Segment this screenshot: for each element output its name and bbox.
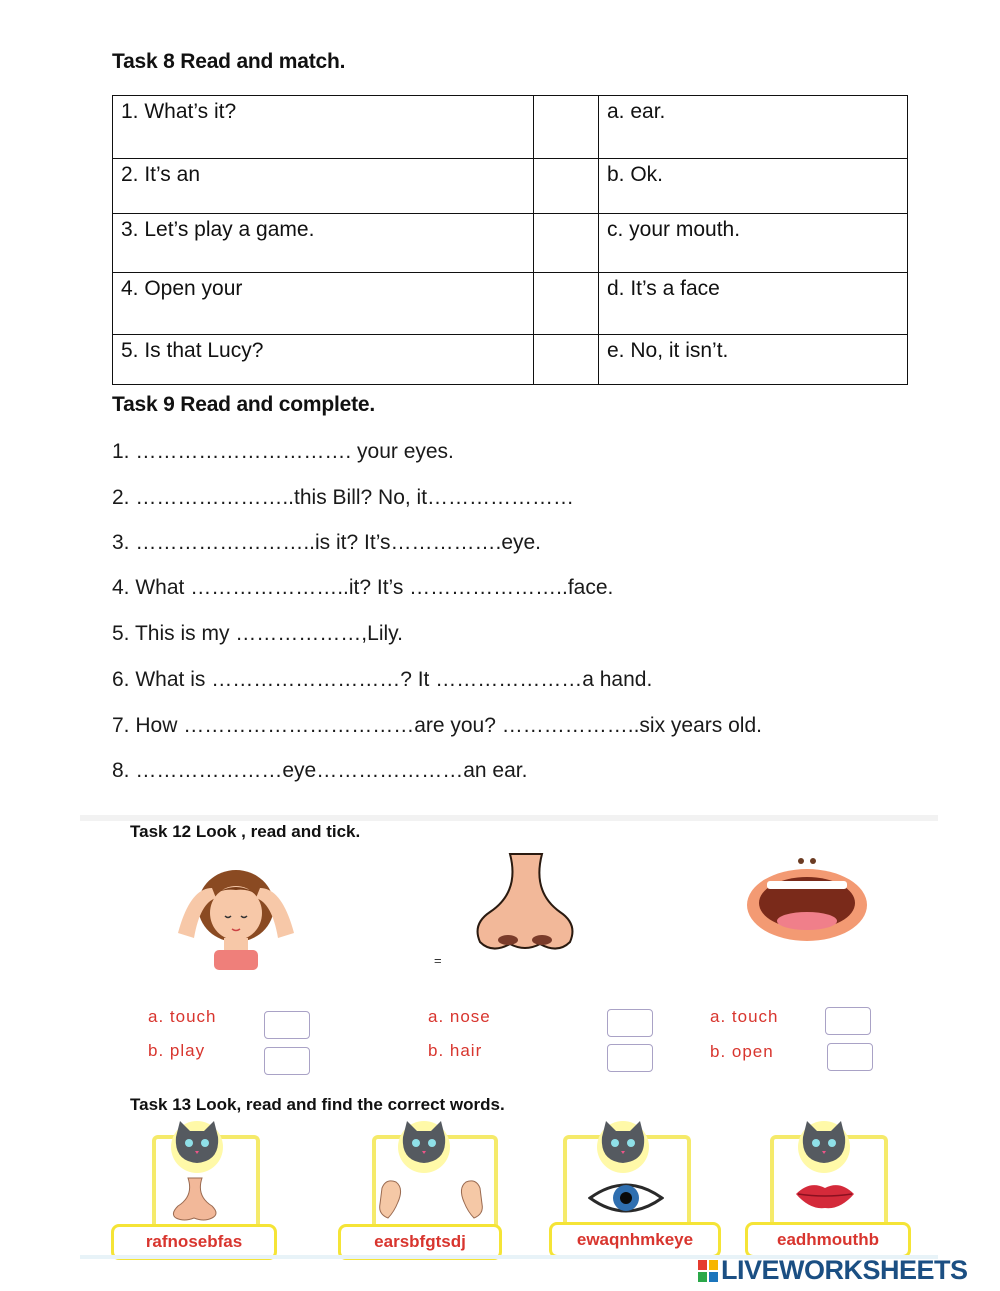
word-search-4[interactable]: eadhmouthb [745, 1222, 911, 1258]
tick-box-3a[interactable] [825, 1007, 871, 1035]
complete-line-6: 6. What is ………………………? It …………………a hand. [112, 668, 653, 691]
cat-icon [789, 1115, 859, 1175]
nose-image [470, 852, 580, 954]
word-search-3[interactable]: ewaqnhmkeye [549, 1222, 721, 1258]
tick-box-2a[interactable] [607, 1009, 653, 1037]
match-answer-cell-2[interactable] [534, 159, 599, 214]
match-right-c: c. your mouth. [599, 214, 908, 273]
table-row [113, 335, 908, 385]
tick-box-2b[interactable] [607, 1044, 653, 1072]
nose-icon [170, 1176, 220, 1222]
match-left-1: 1. What’s it? [113, 96, 534, 159]
tick-box-1a[interactable] [264, 1011, 310, 1039]
match-right-e: e. No, it isn’t. [599, 335, 908, 385]
tick-box-1b[interactable] [264, 1047, 310, 1075]
complete-line-7: 7. How ……………………………are you? ………………..six years old. [112, 714, 762, 737]
logo-text: LIVEWORKSHEETS [721, 1255, 968, 1285]
match-answer-cell-3[interactable] [534, 214, 599, 273]
logo-mark-icon [698, 1260, 718, 1282]
match-answer-cell-4[interactable] [534, 273, 599, 335]
complete-line-8: 8. …………………eye…………………an ear. [112, 759, 528, 782]
complete-line-5: 5. This is my ………………,Lily. [112, 622, 403, 645]
match-answer-cell-1[interactable] [534, 96, 599, 159]
match-right-a: a. ear. [599, 96, 908, 159]
task13-title: Task 13 Look, read and find the correct words. [130, 1095, 505, 1114]
liveworksheets-logo [698, 1255, 968, 1286]
tick-box-3b[interactable] [827, 1043, 873, 1071]
option-3a: a. touch [710, 1007, 779, 1026]
match-table [112, 95, 908, 385]
task8-title: Task 8 Read and match. [112, 50, 346, 73]
ears-icon [376, 1178, 486, 1222]
eye-icon [588, 1178, 664, 1220]
word-search-1[interactable]: rafnosebfas [111, 1224, 277, 1260]
option-1a: a. touch [148, 1007, 217, 1026]
stray-mark: = [434, 953, 442, 968]
option-2b: b. hair [428, 1041, 483, 1060]
match-right-b: b. Ok. [599, 159, 908, 214]
table-row [113, 159, 908, 214]
complete-line-2: 2. …………………..this Bill? No, it………………… [112, 486, 575, 509]
cat-icon [588, 1115, 658, 1175]
match-left-5: 5. Is that Lucy? [113, 335, 534, 385]
table-row [113, 214, 908, 273]
table-row [113, 96, 908, 159]
match-left-4: 4. Open your [113, 273, 534, 335]
match-left-2: 2. It’s an [113, 159, 534, 214]
section-divider [80, 815, 938, 821]
task12-title: Task 12 Look , read and tick. [130, 822, 361, 841]
match-right-d: d. It’s a face [599, 273, 908, 335]
option-2a: a. nose [428, 1007, 491, 1026]
lips-icon [794, 1180, 856, 1210]
cat-icon [389, 1115, 459, 1175]
girl-touching-head-image [170, 858, 302, 970]
complete-line-3: 3. ……………………..is it? It’s…………….eye. [112, 531, 542, 554]
match-left-3: 3. Let’s play a game. [113, 214, 534, 273]
match-answer-cell-5[interactable] [534, 335, 599, 385]
complete-line-1: 1. …………………………. your eyes. [112, 440, 454, 463]
complete-line-4: 4. What …………………..it? It’s …………………..face. [112, 576, 614, 599]
cat-icon [162, 1115, 232, 1175]
word-search-2[interactable]: earsbfgtsdj [338, 1224, 502, 1260]
option-3b: b. open [710, 1042, 774, 1061]
open-mouth-image [745, 853, 869, 943]
table-row [113, 273, 908, 335]
option-1b: b. play [148, 1041, 206, 1060]
task9-title: Task 9 Read and complete. [112, 393, 376, 416]
